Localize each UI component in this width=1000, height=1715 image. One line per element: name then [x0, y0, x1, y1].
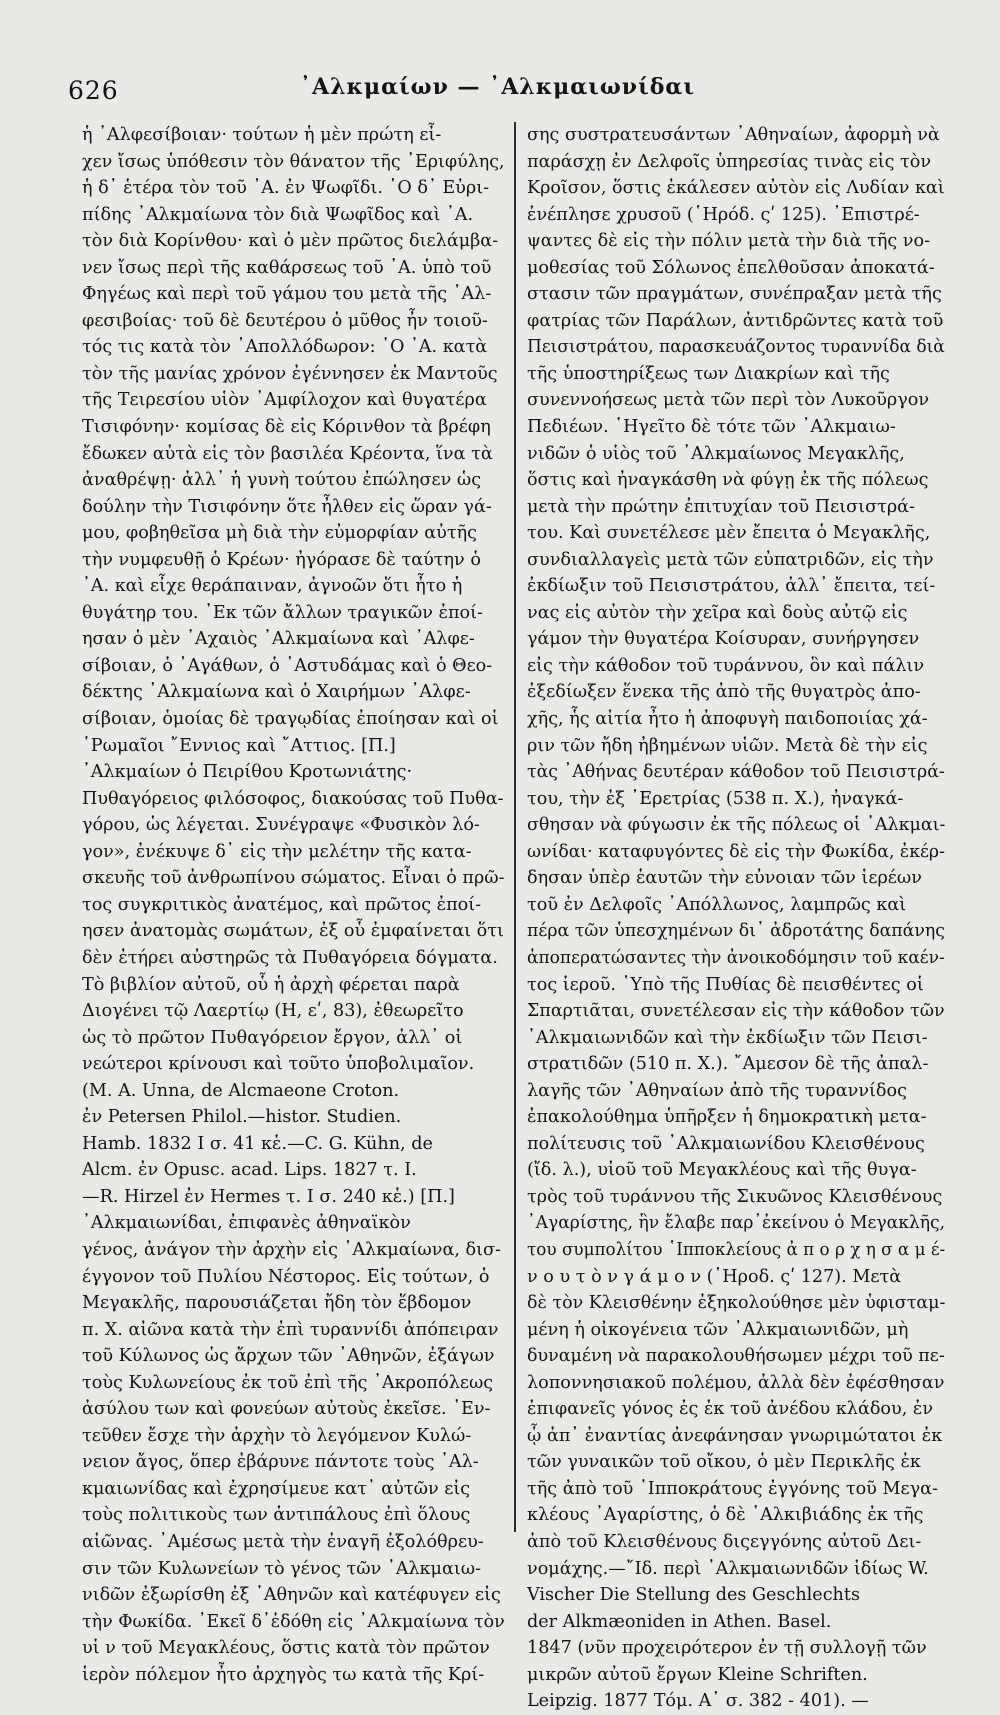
- column-rule: [514, 122, 516, 1532]
- text-line: σκευῆς τοῦ ἀνθρωπίνου σώματος. Εἶναι ὁ πρῶ-: [82, 868, 505, 889]
- text-line: τρὸς τοῦ τυράννου τῆς Σικυῶνος Κλεισθένους: [527, 1186, 943, 1207]
- text-line: σθησαν νὰ φύγωσιν ἐκ τῆς πόλεως οἱ ᾽Αλκμαι-: [527, 815, 946, 836]
- text-line: φεσιβοίας· τοῦ δὲ δευτέρου ὁ μῦθος ἦν τοιοῦ-: [82, 310, 488, 331]
- text-line: τὴν νυμφευθῇ ὁ Κρέων· ἠγόρασε δὲ ταύτην ὁ: [82, 549, 481, 570]
- text-line: γον», ἐνέκυψε δ᾽ εἰς τὴν μελέτην τῆς κατα-: [82, 841, 472, 862]
- text-line: ἔδωκεν αὐτὰ εἰς τὸν βασιλέα Κρέοντα, ἵνα τὰ: [82, 443, 493, 464]
- text-line: ᾽Αγαρίστης, ἣν ἔλαβε παρ᾽ἐκείνου ὁ Μεγακλῆς,: [527, 1213, 946, 1234]
- text-line: δησαν ὑπὲρ ἑαυτῶν τὴν εὐνοιαν τῶν ἱερέων: [527, 868, 922, 889]
- text-line: τὸν τῆς μανίας χρόνον ἐγέννησεν ἐκ Μαντοῦς: [82, 363, 498, 384]
- text-line: ᾽Α. καὶ εἶχε θεράπαιναν, ἀγνοῶν ὅτι ἦτο ἡ: [82, 576, 463, 597]
- text-line: ν ο υ τ ὸ ν γ ά μ ο ν (῾Ηροδ. ςʹ 127). Μετὰ: [527, 1266, 902, 1287]
- text-line: τος συγκριτικὸς ἀνατέμος, καὶ πρῶτος ἐποί-: [82, 894, 482, 915]
- text-line: τὴν Φωκίδα. ᾽Εκεῖ δ᾽ἐδόθη εἰς ᾽Αλκμαίωνα τὸν: [82, 1611, 505, 1632]
- text-line: τὸν διὰ Κορίνθου· καὶ ὁ μὲν πρῶτος διελάμβα-: [82, 231, 499, 252]
- text-line: (M. A. Unna, de Alcmaeone Croton.: [82, 1080, 400, 1101]
- text-line: Πεισιστράτου, παρασκευάζοντος τυραννίδα διὰ: [527, 337, 945, 358]
- text-line: τοὺς πολιτικοὺς των ἀντιπάλους ἐπὶ ὅλους: [82, 1505, 471, 1526]
- text-line: Vischer Die Stellung des Geschlechts: [527, 1585, 860, 1606]
- text-line: νομάχης.—῎Ιδ. περὶ ᾽Αλκμαιωνιδῶν ἰδίως W.: [527, 1558, 929, 1579]
- text-line: ὡς τὸ πρῶτον Πυθαγόρειον ἔργον, ἀλλ᾽ οἱ: [82, 1027, 463, 1048]
- text-line: ἱερὸν πόλεμον ἦτο ἀρχηγὸς τω κατὰ τῆς Κρί-: [82, 1664, 485, 1685]
- text-line: νειον ἄγος, ὅπερ ἐβάρυνε πάντοτε τοὺς ᾽Αλ-: [82, 1452, 479, 1473]
- text-line: ᾽Αλκμαιωνιδῶν καὶ τὴν ἐκδίωξιν τῶν Πεισι-: [527, 1027, 928, 1048]
- text-line: ωνίδαι· καταφυγόντες δὲ εἰς τὴν Φωκίδα, ἐκέρ-: [527, 841, 945, 862]
- text-line: (ἴδ. λ.), υἱοῦ τοῦ Μεγακλέους καὶ τῆς θυγα-: [527, 1160, 917, 1181]
- text-line: Μεγακλῆς, παρουσιάζεται ἤδη τὸν ἕβδομον: [82, 1293, 472, 1314]
- text-line: ἐπιφανεῖς γόνος ἐς ἐκ τοῦ ἀνέδου κλάδου, ἐν: [527, 1399, 934, 1420]
- text-line: δούλην τὴν Τισιφόνην ὅτε ἦλθεν εἰς ὥραν γά-: [82, 496, 492, 517]
- text-line: μετὰ τὴν πρώτην ἐπιτυχίαν τοῦ Πεισιστρά-: [527, 496, 915, 517]
- text-line: του. Καὶ συνετέλεσε μὲν ἔπειτα ὁ Μεγακλῆς,: [527, 523, 931, 544]
- text-line: φατρίας τῶν Παράλων, ἀντιδρῶντες κατὰ τοῦ: [527, 310, 944, 331]
- text-line: τος ἱεροῦ. ῾Υπὸ τῆς Πυθίας δὲ πεισθέντες οἱ: [527, 974, 924, 995]
- text-line: νεν ἴσως περὶ τῆς καθάρσεως τοῦ ᾽Α. ὑπὸ τοῦ: [82, 257, 492, 278]
- text-line: ἀναθρέψῃ· ἀλλ᾽ ἡ γυνὴ τούτου ἐπώλησεν ὡς: [82, 470, 482, 491]
- text-line: —R. Hirzel ἐν Hermes τ. I σ. 240 κἑ.) [Π.]: [82, 1186, 455, 1207]
- text-line: ᾽Αλκμαίων ὁ Πειρίθου Κροτωνιάτης·: [82, 762, 413, 783]
- text-line: ἀσύλου των καὶ φονεύων αὐτοὺς ἐκεῖσε. ᾽Εν-: [82, 1399, 491, 1420]
- text-line: σιν τῶν Κυλωνείων τὸ γένος τῶν ᾽Αλκμαιω-: [82, 1558, 482, 1579]
- text-line: σίβοιαν, ὁμοίας δὲ τραγῳδίας ἐποίησαν καὶ οἱ: [82, 709, 499, 730]
- text-line: Κροῖσον, ὅστις ἐκάλεσεν αὐτὸν εἰς Λυδίαν καὶ: [527, 178, 945, 199]
- text-line: τῆς Τειρεσίου υἱὸν ᾽Αμφίλοχον καὶ θυγατέρα: [82, 390, 487, 411]
- text-line: δὲ τὸν Κλεισθένην ἐξηκολούθησε μὲν ὑφισταμ-: [527, 1293, 946, 1314]
- text-line: τῶν γυναικῶν τοῦ οἴκου, ὁ μὲν Περικλῆς ἐκ: [527, 1452, 921, 1473]
- text-line: λοποννησιακοῦ πολέμου, ἀλλὰ δὲν ἐφέσθησαν: [527, 1372, 945, 1393]
- text-line: στρατιδῶν (510 π. Χ.). ῎Αμεσον δὲ τῆς ἀπαλ-: [527, 1054, 929, 1075]
- text-line: ἐξεδίωξεν ἕνεκα τῆς ἀπὸ τῆς θυγατρὸς ἀπο-: [527, 682, 921, 703]
- text-line: τοὺς Κυλωνείους ἐκ τοῦ ἐπὶ τῆς ᾽Ακροπόλεως: [82, 1372, 494, 1393]
- text-line: σης συστρατευσάντων ᾽Αθηναίων, ἀφορμὴ νὰ: [527, 125, 940, 145]
- text-line: μοθεσίας τοῦ Σόλωνος ἐπελθοῦσαν ἀποκατά-: [527, 257, 935, 278]
- text-line: δέκτης ᾽Αλκμαίωνα καὶ ὁ Χαιρήμων ᾽Αλφε-: [82, 682, 471, 703]
- text-line: Πεδιέων. ῾Ηγεῖτο δὲ τότε τῶν ᾽Αλκμαιω-: [527, 417, 896, 438]
- text-line: τεῦθεν ἔσχε τὴν ἀρχὴν τὸ λεγόμενον Κυλώ-: [82, 1425, 472, 1446]
- text-line: στασιν τῶν πραγμάτων, συνέπραξαν μετὰ τῆς: [527, 284, 942, 305]
- text-line: der Alkmæoniden in Athen. Basel.: [527, 1611, 832, 1632]
- page-header: [68, 68, 898, 108]
- text-line: γάμον τὴν θυγατέρα Κοίσυραν, συνήργησεν: [527, 629, 920, 650]
- text-line: ἡ ᾽Αλφεσίβοιαν· τούτων ἡ μὲν πρώτη εἶ-: [82, 125, 442, 145]
- text-line: πίδης ᾽Αλκμαίωνα τὸν διὰ Ψωφῖδος καὶ ᾽Α.: [82, 204, 474, 225]
- text-line: τῆς ἀπὸ τοῦ ῾Ιπποκράτους ἐγγόνης τοῦ Μεγα-: [527, 1478, 938, 1499]
- text-line: Alcm. ἐν Opusc. acad. Lips. 1827 τ. I.: [82, 1160, 417, 1181]
- text-line: τός τις κατὰ τὸν ᾽Απολλόδωρον: ῾Ο ᾽Α. κατὰ: [82, 337, 488, 358]
- text-line: δὲν ἐτήρει αὐστηρῶς τὰ Πυθαγόρεια δόγματα.: [82, 947, 498, 968]
- text-line: τοῦ ἐν Δελφοῖς ᾽Απόλλωνος, λαμπρῶς καὶ: [527, 894, 907, 915]
- text-line: Τισιφόνην· κομίσας δὲ εἰς Κόρινθον τὰ βρέφη: [82, 417, 491, 438]
- text-line: θυγάτηρ του. ᾽Εκ τῶν ἄλλων τραγικῶν ἐποί-: [82, 602, 483, 623]
- text-line: ῾Ρωμαῖοι ῎Εννιος καὶ ῎Αττιος. [Π.]: [82, 735, 396, 756]
- text-line: τὰς ᾽Αθήνας δευτέραν κάθοδον τοῦ Πεισιστρά-: [527, 762, 945, 783]
- text-line: ἐκδίωξιν τοῦ Πεισιστράτου, ἀλλ᾽ ἔπειτα, τεί-: [527, 576, 936, 597]
- text-line: ἀπὸ τοῦ Κλεισθένους διςεγγόνης αὐτοῦ Δει-: [527, 1531, 922, 1552]
- text-line: παράσχῃ ἐν Δελφοῖς ὑπηρεσίας τινὰς εἰς τὸν: [527, 151, 932, 172]
- text-line: σίβοιαν, ὁ ᾽Αγάθων, ὁ ᾽Αστυδάμας καὶ ὁ Θεο-: [82, 655, 493, 676]
- text-line: λαγῆς τῶν ᾽Αθηναίων ἀπὸ τῆς τυραννίδος: [527, 1080, 907, 1101]
- text-line: πολίτευσις τοῦ ᾽Αλκμαιωνίδου Κλεισθένους: [527, 1133, 925, 1154]
- text-line: κμαιωνίδας καὶ ἐχρησίμευε κατ᾽ αὐτῶν εἰς: [82, 1478, 471, 1499]
- text-line: ησεν ἀνατομὰς σωμάτων, ἐξ οὗ ἐμφαίνεται ὅτι: [82, 921, 504, 942]
- text-line: ὅστις καὶ ἠναγκάσθη νὰ φύγῃ ἐκ τῆς πόλεως: [527, 470, 929, 491]
- right-column: [527, 122, 945, 1715]
- text-line: ἐνέπλησε χρυσοῦ (῾Ηρόδ. ςʹ 125). ᾽Επιστρέ-: [527, 204, 920, 225]
- running-head: ᾽Αλκμαίων — ᾽Αλκμαιωνίδαι: [300, 74, 695, 100]
- text-line: Σπαρτιᾶται, συνετέλεσαν εἰς τὴν κάθοδον τῶν: [527, 1001, 945, 1022]
- text-line: νιδῶν ὁ υἱὸς τοῦ ᾽Αλκμαίωνος Μεγακλῆς,: [527, 443, 905, 464]
- text-line: γόρου, ὡς λέγεται. Συνέγραψε «Φυσικὸν λό-: [82, 815, 480, 836]
- text-line: μικρῶν αὐτοῦ ἔργων Kleine Schriften.: [527, 1664, 868, 1685]
- text-line: κλέους ᾽Αγαρίστης, ὁ δὲ ᾽Αλκιβιάδης ἐκ τῆς: [527, 1505, 924, 1526]
- text-line: ᾧ ἀπ᾽ ἐναντίας ἀνεφάνησαν γνωριμώτατοι ἐκ: [527, 1425, 943, 1446]
- text-line: Διογένει τῷ Λαερτίῳ (Η, εʹ, 83), ἐθεωρεῖτο: [82, 1001, 464, 1022]
- text-line: ησαν ὁ μὲν ᾽Αχαιὸς ᾽Αλκμαίωνα καὶ ᾽Αλφε-: [82, 629, 475, 650]
- text-line: συνδιαλλαγεὶς μετὰ τῶν εὐπατριδῶν, εἰς τὴν: [527, 549, 934, 570]
- text-line: Πυθαγόρειος φιλόσοφος, διακούσας τοῦ Πυθα-: [82, 788, 504, 809]
- text-line: συνεννοήσεως μετὰ τῶν περὶ τὸν Λυκοῦργον: [527, 390, 930, 411]
- text-line: ψαντες δὲ εἰς τὴν πόλιν μετὰ τὴν διὰ τῆς νο-: [527, 231, 931, 252]
- text-line: π. Χ. αἰῶνα κατὰ τὴν ἐπὶ τυραννίδι ἀπόπειραν: [82, 1319, 499, 1340]
- text-line: ριν τῶν ἤδη ἠβημένων υἱῶν. Μετὰ δὲ τὴν εἰς: [527, 735, 928, 756]
- left-column: [82, 122, 505, 1688]
- text-line: γένος, ἀνάγον τὴν ἀρχὴν εἰς ᾽Αλκμαίωνα, δισ-: [82, 1239, 501, 1260]
- text-line: αἰῶνας. ᾽Αμέσως μετὰ τὴν ἐναγῆ ἐξολόθρευ-: [82, 1531, 484, 1552]
- page-number: 626: [68, 76, 119, 105]
- text-line: υἱ ν τοῦ Μεγακλέους, ὅστις κατὰ τὸν πρῶτον: [82, 1638, 490, 1659]
- text-line: έγγονον τοῦ Πυλίου Νέστορος. Εἰς τούτων, ὁ: [82, 1266, 490, 1287]
- text-line: ᾽Αλκμαιωνίδαι, ἐπιφανὲς ἀθηναϊκὸν: [82, 1213, 411, 1234]
- text-line: πέρα τῶν ὑπεσχημένων δι᾽ ἀδροτάτης δαπάνης: [527, 921, 945, 942]
- text-line: τοῦ Κύλωνος ὡς ἄρχων τῶν ᾽Αθηνῶν, ἐξάγων: [82, 1346, 495, 1367]
- text-line: εἰς τὴν κάθοδον τοῦ τυράννου, ὃν καὶ πάλιν: [527, 655, 925, 676]
- text-line: χῆς, ἧς αἰτία ἦτο ἡ ἀποφυγὴ παιδοποιίας χά-: [527, 709, 928, 730]
- text-line: Τὸ βιβλίον αὐτοῦ, οὗ ἡ ἀρχὴ φέρεται παρὰ: [82, 974, 460, 995]
- text-line: χεν ἴσως ὑπόθεσιν τὸν θάνατον τῆς ᾽Εριφύλης,: [82, 151, 505, 172]
- text-line: Hamb. 1832 I σ. 41 κἑ.—C. G. Kühn, de: [82, 1133, 433, 1154]
- text-line: Φηγέως καὶ περὶ τοῦ γάμου του μετὰ τῆς ᾽Αλ-: [82, 284, 492, 305]
- text-line: του, τὴν ἐξ ᾽Ερετρίας (538 π. Χ.), ἠναγκά-: [527, 788, 904, 809]
- text-line: ἡ δ᾽ ἑτέρα τὸν τοῦ ᾽Α. ἐν Ψωφῖδι. ῾Ο δ᾽ Εὐρι-: [82, 178, 490, 199]
- text-line: νας εἰς αὐτὸν τὴν χεῖρα καὶ δοὺς αὐτῷ εἰς: [527, 602, 908, 623]
- text-line: του συμπολίτου ῾Ιπποκλείους ἀ π ο ρ χ η σ α μ έ-: [527, 1239, 946, 1260]
- text-line: μένη ἡ οἰκογένεια τῶν ᾽Αλκμαιωνιδῶν, μὴ: [527, 1319, 909, 1340]
- text-line: τῆς ὑποστηρίξεως των Διακρίων καὶ τῆς: [527, 363, 890, 384]
- text-line: ἐν Petersen Philol.—histor. Studien.: [82, 1107, 402, 1128]
- text-line: μου, φοβηθεῖσα μὴ διὰ τὴν εὐμορφίαν αὐτῆς: [82, 523, 477, 544]
- text-line: Leipzig. 1877 Τόμ. Α᾽ σ. 382 - 401). —: [527, 1691, 869, 1712]
- text-line: δυναμένη νὰ παρακολουθήσωμεν μέχρι τοῦ πε-: [527, 1346, 945, 1367]
- text-line: ἀποπερατώσαντες τὴν ἀνοικοδόμησιν τοῦ καέν-: [527, 947, 945, 968]
- text-line: νεώτεροι κρίνουσι καὶ τοῦτο ὑποβολιμαῖον.: [82, 1054, 475, 1075]
- text-line: 1847 (νῦν προχειρότερον ἐν τῇ συλλογῇ τῶν: [527, 1638, 927, 1659]
- text-line: νιδῶν ἐξωρίσθη ἐξ ᾽Αθηνῶν καὶ κατέφυγεν εἰς: [82, 1585, 501, 1606]
- text-line: ἐπακολούθημα ὑπῆρξεν ἡ δημοκρατικὴ μετα-: [527, 1107, 927, 1128]
